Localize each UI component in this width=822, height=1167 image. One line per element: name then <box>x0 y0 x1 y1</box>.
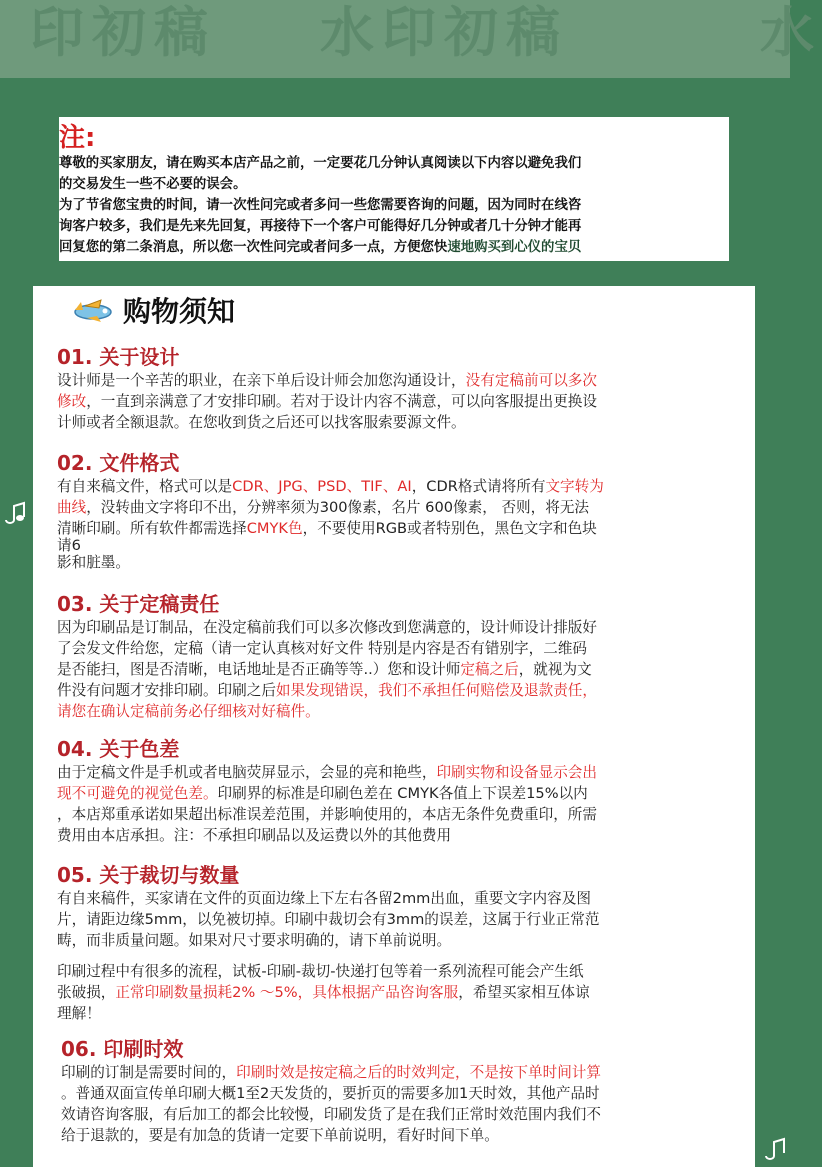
notice-box <box>59 117 729 261</box>
text-span: 印刷界的标准是印刷色差在 CMYK各值上下误差15%以内 <box>217 785 588 802</box>
section-body <box>57 476 737 573</box>
text-line: 请您在确认定稿前务必仔细核对好稿件。 <box>57 703 320 720</box>
highlight-text: 定稿之后 <box>460 661 519 678</box>
text-line <box>57 476 737 497</box>
top-watermark-band <box>0 0 822 78</box>
text-span: 设计师是一个辛苦的职业，在亲下单后设计师会加您沟通设计， <box>57 372 466 389</box>
section-heading: 04. 关于色差 <box>57 737 180 761</box>
text-span: ，没转曲文字将印不出，分辨率须为300像素，名片 600像素， 否则，将无法 <box>86 499 590 516</box>
notice-line: 询客户较多，我们是先来先回复，再接待下一个客户可能得好几分钟或者几十分钟才能再 <box>59 219 582 234</box>
music-note-icon <box>760 1136 788 1164</box>
notice-line: 的交易发生一些不必要的误会。 <box>59 177 247 192</box>
section-file-format <box>57 450 737 573</box>
text-line <box>57 497 737 518</box>
text-span: ，CDR格式请将所有 <box>411 478 546 495</box>
text-span: 有自来稿文件，格式可以是 <box>57 478 233 495</box>
notice-line-text: 回复您的第二条消息，所以您一次性问完或者问多一点，方便您快 <box>59 240 448 255</box>
text-line: 印刷过程中有很多的流程，试板-印刷-裁切-快递打包等着一系列流程可能会产生纸 <box>57 963 584 980</box>
highlight-text: 印刷时效是按定稿之后的时效判定，不是按下单时间计算 <box>236 1064 601 1081</box>
text-line: 有自来稿件，买家请在文件的页面边缘上下左右各留2mm出血，重要文字内容及图 <box>57 890 591 907</box>
text-line: 效请咨询客服，有后加工的都会比较慢，印刷发货了是在我们正常时效范围内我们不 <box>61 1106 601 1123</box>
highlight-text: 现不可避免的视觉色差。 <box>57 785 218 802</box>
section-heading: 06. 印刷时效 <box>61 1037 184 1061</box>
text-line: 。普通双面宣传单印刷大概1至2天发货的，要折页的需要多加1天时效，其他产品时 <box>61 1085 600 1102</box>
highlight-text: 如果发现错误，我们不承担任何赔偿及退款责任， <box>275 682 597 699</box>
section-heading: 01. 关于设计 <box>57 345 180 369</box>
notice-line: 为了节省您宝贵的时间，请一次性问完或者多问一些您需要咨询的问题，因为同时在线咨 <box>59 198 582 213</box>
text-span: 是否能扫，图是否清晰，电话地址是否正确等等..）您和设计师 <box>57 661 461 678</box>
highlight-text: CMYK色 <box>246 520 303 537</box>
text-span: ，希望买家相互体谅 <box>458 984 590 1001</box>
text-line <box>57 659 737 680</box>
section-body <box>57 370 737 433</box>
text-line: 计师或者全额退款。在您收到货之后还可以找客服索要源文件。 <box>57 414 466 431</box>
shopping-guide-panel <box>33 286 755 1167</box>
section-body <box>57 762 737 846</box>
section-design <box>57 344 737 433</box>
text-line: 了会发文件给您，定稿（请一定认真核对好文件 特别是内容是否有错别字，二维码 <box>57 640 588 657</box>
section-heading: 02. 文件格式 <box>57 451 180 475</box>
text-span: ，一直到亲满意了才安排印刷。若对于设计内容不满意，可以向客服提出更换设 <box>86 393 597 410</box>
airplane-icon <box>71 296 115 324</box>
text-line <box>57 762 737 783</box>
text-line <box>57 391 737 412</box>
section-final-responsibility <box>57 591 737 722</box>
text-line: 畴，而非质量问题。如果对尺寸要求明确的，请下单前说明。 <box>57 932 452 949</box>
watermark-text: 水 <box>760 1 822 64</box>
text-line: 因为印刷品是订制品，在没定稿前我们可以多次修改到您满意的，设计师设计排版好 <box>57 619 597 636</box>
text-line: 影和脏墨。 <box>57 554 130 571</box>
panel-title-text: 购物须知 <box>123 295 236 328</box>
watermark-text: 印初稿 <box>30 1 216 64</box>
notice-line <box>59 237 729 258</box>
text-span: 由于定稿文件是手机或者电脑荧屏显示，会显的亮和艳些， <box>57 764 437 781</box>
text-line <box>57 680 737 701</box>
highlight-text: CDR、JPG、PSD、TIF、AI <box>232 478 412 495</box>
section-heading: 03. 关于定稿责任 <box>57 592 220 616</box>
highlight-text: 曲线 <box>57 499 87 516</box>
text-span: 件没有问题才安排印刷。印刷之后 <box>57 682 276 699</box>
text-line: ，本店郑重承诺如果超出标准误差范围，并影响使用的，本店无条件免费重印，所需 <box>57 806 597 823</box>
highlight-text: 没有定稿前可以多次 <box>465 372 597 389</box>
highlight-text: 修改 <box>57 393 87 410</box>
section-body <box>57 617 737 722</box>
section-color-difference <box>57 736 737 846</box>
notice-line: 尊敬的买家朋友，请在购买本店产品之前，一定要花几分钟认真阅读以下内容以避免我们 <box>59 156 582 171</box>
text-line <box>57 518 737 539</box>
notice-line-tail: 速地购买到心仪的宝贝 <box>447 240 582 255</box>
text-span: ，就视为文 <box>518 661 592 678</box>
text-line: 费用由本店承担。注：不承担印刷品以及运费以外的其他费用 <box>57 827 452 844</box>
text-line <box>57 783 737 804</box>
text-line: 片，请距边缘5mm，以免被切掉。印刷中裁切会有3mm的误差，这属于行业正常范 <box>57 911 600 928</box>
section-cutting-quantity <box>57 862 737 1024</box>
highlight-text: 正常印刷数量损耗2% ～5%，具体根据产品咨询客服 <box>115 984 459 1001</box>
watermark-text: 水印初稿 <box>320 1 568 64</box>
text-line: 理解！ <box>57 1005 101 1022</box>
notice-title: 注: <box>59 123 96 153</box>
highlight-text: 文字转为 <box>545 478 604 495</box>
notice-body <box>59 153 729 258</box>
text-line <box>57 370 737 391</box>
text-span: ，不要使用RGB或者特别色，黑色文字和色块 <box>302 520 597 537</box>
text-span: 张破损， <box>57 984 116 1001</box>
highlight-text: 印刷实物和设备显示会出 <box>436 764 597 781</box>
text-line <box>61 1062 741 1083</box>
section-heading: 05. 关于裁切与数量 <box>57 863 240 887</box>
text-line: 给于退款的，要是有加急的货请一定要下单前说明，看好时间下单。 <box>61 1127 499 1144</box>
text-span: 印刷的订制是需要时间的， <box>61 1064 237 1081</box>
section-body <box>57 888 737 1024</box>
section-body <box>61 1062 741 1146</box>
music-note-icon <box>0 500 28 528</box>
text-span: 清晰印刷。所有软件都需选择 <box>57 520 247 537</box>
text-line <box>57 982 737 1003</box>
panel-title <box>71 292 235 328</box>
section-print-time <box>61 1036 741 1146</box>
text-line: 请6 <box>57 537 81 554</box>
